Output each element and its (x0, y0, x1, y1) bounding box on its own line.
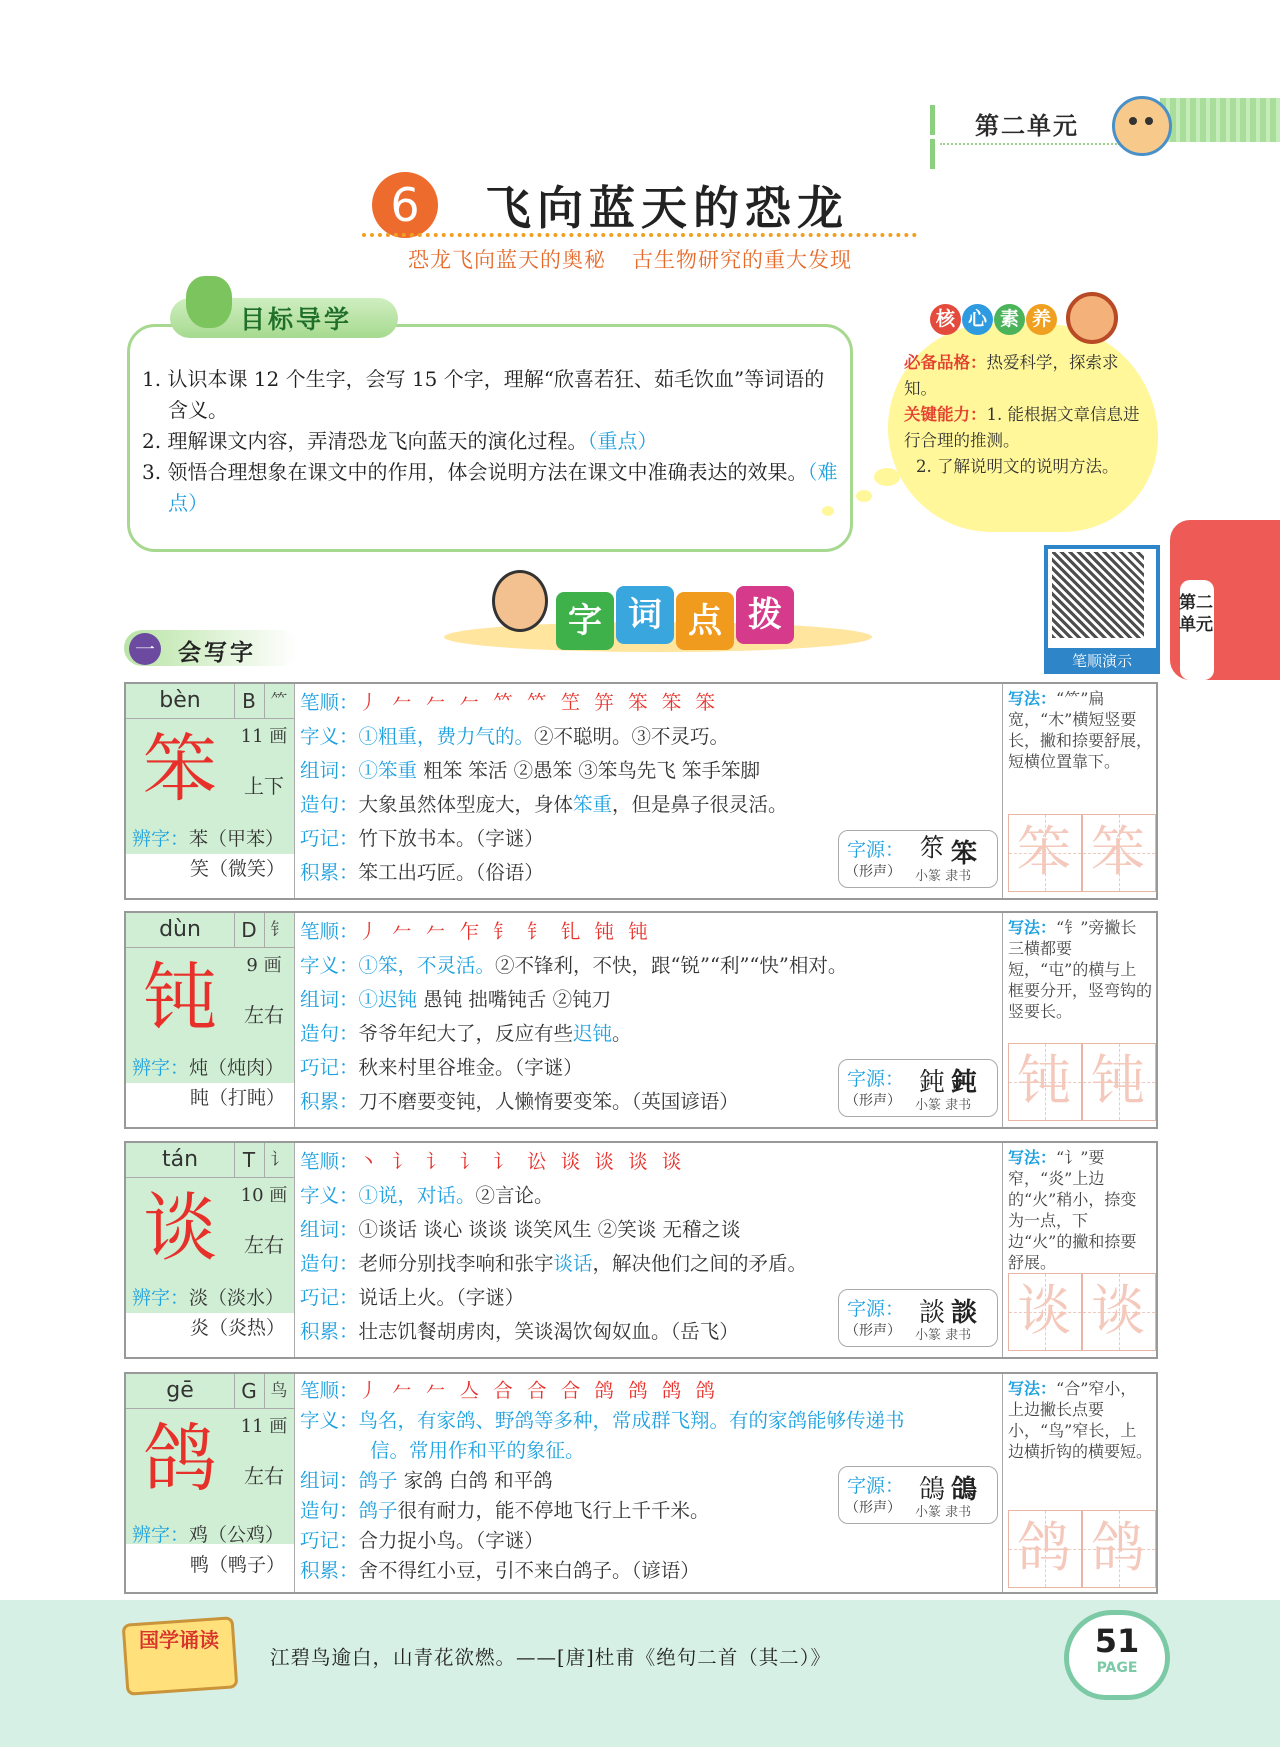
index-letter: D (234, 913, 265, 948)
unit-band (1160, 98, 1280, 142)
banner-cube: 点 (676, 592, 734, 650)
radical: 讠 (264, 1143, 294, 1178)
stroke-count: 10 画 (240, 1185, 288, 1206)
structure: 左右 (244, 1464, 284, 1488)
clerical-script-char: 笨 (951, 839, 978, 869)
banner-cube: 拨 (736, 586, 794, 644)
girl-mascot-icon (1066, 292, 1118, 344)
writing-tips: 写法：“讠”要窄，“炎”上边的“火”稍小，捺变为一点，下边“火”的撇和捺要舒展。 (1008, 1148, 1137, 1272)
radical: 鸟 (264, 1374, 294, 1409)
char-card-ge (124, 1372, 1158, 1594)
radical: ⺮ (264, 684, 294, 719)
structure: 左右 (244, 1233, 284, 1257)
stroke-count: 11 画 (240, 726, 288, 747)
words-row: 组词：①笨重 粗笨 笨活 ②愚笨 ③笨鸟先飞 笨手笨脚 (300, 759, 761, 782)
section-label: 会写字 (178, 640, 256, 666)
practice-grid: 笨 笨 (1008, 814, 1154, 892)
pinyin: gē (126, 1374, 235, 1409)
char-origin: 字源： （形声） 鈍 鈍 小篆 隶书 (838, 1059, 998, 1117)
index-letter: B (234, 684, 265, 719)
thought-bubble (856, 490, 872, 502)
subtitle-right: 古生物研究的重大发现 (632, 248, 852, 272)
qr-pattern-icon (1052, 552, 1144, 638)
title-divider (362, 233, 917, 237)
page-number: 51 (1094, 1622, 1140, 1660)
thought-bubble (874, 468, 900, 486)
char-details: 笔顺：丿 𠂉 𠂉 乍 钅 钅 钆 钝 钝 字义：①笨，不灵活。②不锋利，不快，跟“锐”“利”“快”相对。 组词：①迟钝 愚钝 拙嘴钝舌 ②钝刀 造句：爷爷年纪大了，反应有些迟钝。 巧记：秋来村里谷堆金。（字谜） 积累：刀不磨要变钝，人懒惰要变笨。（英国谚语） (300, 920, 848, 1113)
practice-grid: 钝 钝 (1008, 1043, 1154, 1121)
index-letter: G (234, 1374, 265, 1409)
core-label-char: 心 (962, 304, 993, 335)
magnifier-mascot-icon (1112, 96, 1172, 156)
main-character: 笨 (143, 726, 217, 812)
radical: 钅 (264, 913, 294, 948)
practice-grid: 谈 谈 (1008, 1273, 1154, 1351)
unit-divider (940, 143, 1120, 145)
main-character: 谈 (143, 1185, 217, 1271)
practice-grid: 鸽 鸽 (1008, 1510, 1154, 1588)
side-tab-text: 第二单元 (1179, 593, 1213, 635)
core-label (930, 304, 1058, 335)
objective-item: 2. 理解课文内容，弄清恐龙飞向蓝天的演化过程。（重点） (142, 429, 658, 453)
main-character: 钝 (143, 955, 217, 1041)
objectives-list (142, 364, 842, 519)
structure: 左右 (244, 1003, 284, 1027)
boy-mascot-icon (492, 570, 548, 632)
distinguish-chars: 辨字：鸡（公鸡） 鸭（鸭子） (132, 1524, 286, 1576)
core-text: 必备品格：热爱科学，探索求知。 关键能力：1. 能根据文章信息进行合理的推测。 2. 了解说明文的说明方法。 (904, 353, 1140, 476)
section-number: 一 (129, 633, 161, 665)
core-key: 必备品格： (904, 353, 987, 372)
writing-tips: 写法：“⺮”扁宽，“木”横短竖要长，撇和捺要舒展，短横位置靠下。 (1008, 689, 1153, 771)
sentence-row: 造句：大象虽然体型庞大，身体笨重，但是鼻子很灵活。 (300, 793, 788, 816)
pinyin: dùn (126, 913, 235, 948)
mnemonic-row: 巧记：竹下放书本。（字谜） (300, 827, 544, 850)
subtitle-left: 恐龙飞向蓝天的奥秘 (408, 248, 606, 272)
meaning-row: 字义：①粗重，费力气的。②不聪明。③不灵巧。 (300, 725, 730, 748)
unit-title: 第二单元 (975, 112, 1079, 140)
banner-cube: 词 (616, 586, 674, 644)
objective-note: （重点） (587, 429, 658, 453)
dinosaur-mascot-icon (186, 276, 232, 328)
objective-item: 3. 领悟合理想象在课文中的作用，体会说明方法在课文中准确表达的效果。（难点） (142, 460, 838, 515)
char-card-tan (124, 1141, 1158, 1359)
core-label-char: 素 (994, 304, 1025, 335)
objective-note: （难点） (168, 460, 838, 515)
char-details: 笔顺：丿 𠂉 𠂉 亼 合 合 合 鸽 鸽 鸽 鸽 字义：鸟名，有家鸽、野鸽等多种，常成群飞翔。有的家鸽能够传递书信。常用作和平的象征。 组词：鸽子 家鸽 白鸽 和平鸽 造句：鸽子很有耐力，能不停地飞行上千千米。 巧记：合力捉小鸟。（字谜） 积累：舍不得红小豆，引不来白鸽子。（谚语） (300, 1379, 905, 1582)
seal-script-char: 𥬞 (919, 833, 946, 863)
unit-marker (930, 105, 944, 135)
objective-item: 1. 认识本课 12 个生字，会写 15 个字，理解“欣喜若狂、茹毛饮血”等词语的含义。 (142, 367, 825, 422)
footer-poem: 江碧鸟逾白，山青花欲燃。——[唐]杜甫《绝句二首（其二）》 (270, 1646, 831, 1669)
stroke-order-row: 笔顺：丿 𠂉 𠂉 𠂉 𥫗 𥫗 笁 笄 笨 笨 笨 (300, 691, 720, 714)
page-label: PAGE (1096, 1660, 1138, 1676)
pinyin: bèn (126, 684, 235, 719)
distinguish-chars: 辨字：淡（淡水） 炎（炎热） (132, 1287, 286, 1339)
accumulate-row: 积累：笨工出巧匠。（俗语） (300, 861, 544, 884)
char-card-dun (124, 911, 1158, 1129)
lesson-title: 飞向蓝天的恐龙 (485, 181, 849, 235)
stroke-count: 9 画 (246, 955, 282, 976)
lesson-number: 6 (372, 172, 438, 238)
pinyin: tán (126, 1143, 235, 1178)
thought-bubble (822, 506, 834, 516)
index-letter: T (234, 1143, 265, 1178)
core-label-char: 养 (1026, 304, 1057, 335)
distinguish-chars: 辨字：炖（炖肉） 盹（打盹） (132, 1057, 286, 1109)
char-origin: 字源： （形声） 𥬞 笨 小篆 隶书 (838, 830, 998, 888)
objectives-label: 目标导学 (240, 305, 353, 334)
char-origin: 字源： （形声） 談 談 小篆 隶书 (838, 1289, 998, 1347)
qr-label[interactable]: 笔顺演示 (1044, 648, 1160, 674)
banner-cube: 字 (556, 592, 614, 650)
core-key: 关键能力： (904, 405, 987, 424)
lesson-subtitle (408, 244, 878, 274)
writing-tips: 写法：“合”窄小，上边撇长点要小，“鸟”窄长，上边横折钩的横要短。 (1008, 1379, 1153, 1461)
main-character: 鸽 (143, 1416, 217, 1502)
writing-tips: 写法：“钅”旁撇长三横都要短，“屯”的横与上框要分开，竖弯钩的竖要长。 (1008, 918, 1153, 1021)
distinguish-chars: 辨字：苯（甲苯） 笑（微笑） (132, 828, 286, 880)
char-details: 笔顺：丶 讠 讠 讠 讠 讼 谈 谈 谈 谈 字义：①说，对话。②言论。 组词：①谈话 谈心 谈谈 谈笑风生 ②笑谈 无稽之谈 造句：老师分别找李响和张宇谈话，解决他们之间的矛盾。 巧记：说话上火。（字谜） 积累：壮志饥餐胡虏肉，笑谈渴饮匈奴血。（岳飞） (300, 1150, 808, 1343)
structure: 上下 (244, 774, 284, 798)
recitation-badge-text: 国学诵读 (139, 1628, 219, 1652)
stroke-count: 11 画 (240, 1416, 288, 1437)
char-card-ben (124, 682, 1158, 900)
char-origin: 字源： （形声） 鴿 鴿 小篆 隶书 (838, 1466, 998, 1524)
core-label-char: 核 (930, 304, 961, 335)
